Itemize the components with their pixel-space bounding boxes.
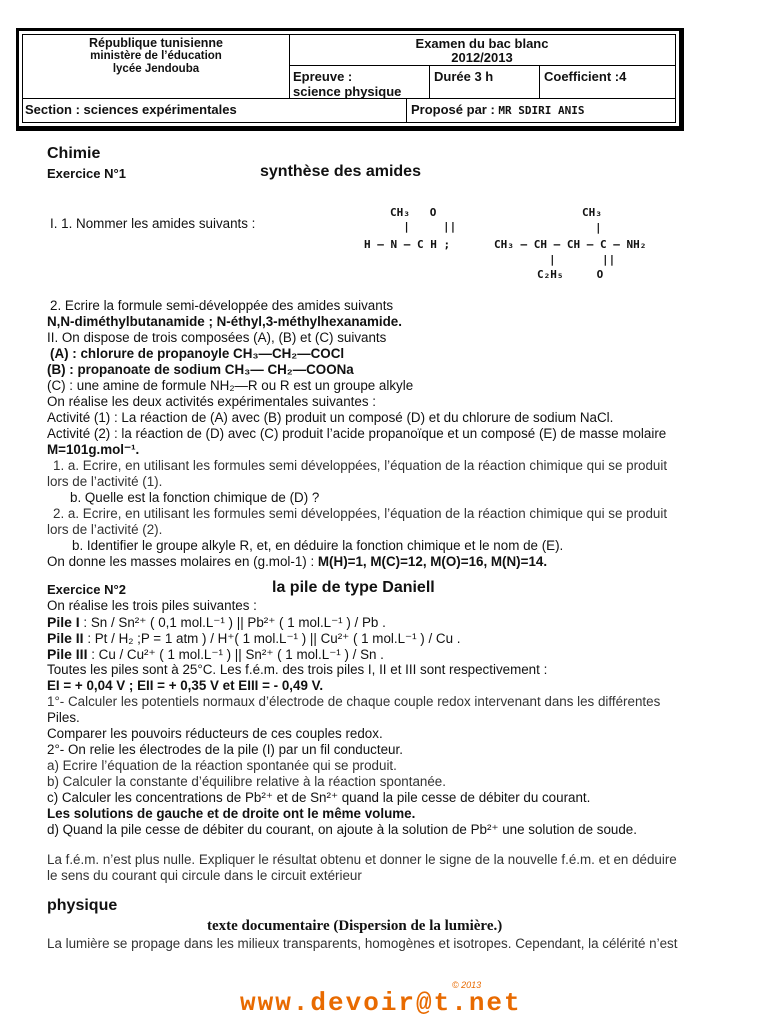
fem-explain-2: le sens du courant qui circule dans le circuit extérieur xyxy=(47,868,362,883)
coefficient: Coefficient :4 xyxy=(544,69,627,84)
proposed-by-label: Proposé par : xyxy=(411,102,495,117)
ministry-name: ministère de l’éducation xyxy=(90,50,222,62)
piles-intro: On réalise les trois piles suivantes : xyxy=(47,598,257,613)
question-1a: 1. a. Ecrire, en utilisant les formules semi développées, l’équation de la réaction chimique qui se produit xyxy=(53,458,668,473)
question-2a-cont: lors de l’activité (2). xyxy=(47,522,163,537)
amide-structure-1 xyxy=(390,206,456,234)
question-1-line2: Piles. xyxy=(47,710,80,725)
amide1-bonds: | || xyxy=(390,220,457,233)
exercise-2-label: Exercice N°2 xyxy=(47,582,126,597)
country-name: République tunisienne xyxy=(88,36,224,50)
doc-text: La lumière se propage dans les milieux transparents, homogènes et isotropes. Cependant, la célérité n’est xyxy=(47,936,678,951)
exercise-2-title: la pile de type Daniell xyxy=(272,579,435,596)
question-1-line1: 1°- Calculer les potentiels normaux d’électrode de chaque couple redox intervenant dans les différentes xyxy=(47,694,661,709)
pile-III-label: Pile III xyxy=(47,646,88,662)
fem-explain-1: La f.é.m. n’est plus nulle. Expliquer le résultat obtenu et donner le signe de la nouvelle f.é.m. et en déduire xyxy=(47,852,677,867)
activity-1: Activité (1) : La réaction de (A) avec (B) produit un composé (D) et du chlorure de sodium NaCl. xyxy=(47,410,614,425)
pile-I-label: Pile I xyxy=(47,614,80,630)
question-2a-pile: a) Ecrire l’équation de la réaction spontanée qui se produit. xyxy=(47,758,397,773)
compound-C: (C) : une amine de formule NH₂—R ou R est un groupe alkyle xyxy=(47,378,414,393)
header-institution xyxy=(23,37,289,76)
amide2-bond-bottom: | || xyxy=(549,253,616,266)
amide-structure-2: CH₃ – CH – CH – C – NH₂ xyxy=(494,238,647,251)
doc-title: texte documentaire (Dispersion de la lumière.) xyxy=(207,918,503,934)
chimie-heading: Chimie xyxy=(47,145,101,162)
activities-intro: On réalise les deux activités expérimentales suivantes : xyxy=(47,394,376,409)
fem-intro: Toutes les piles sont à 25°C. Les f.é.m. des trois piles I, II et III sont respectivement : xyxy=(47,662,548,677)
question-1-line3: Comparer les pouvoirs réducteurs de ces couples redox. xyxy=(47,726,383,741)
question-2a: 2. a. Ecrire, en utilisant les formules semi développées, l’équation de la réaction chimique qui se produit xyxy=(53,506,668,521)
pile-II-formula: : Pt / H₂ ;P = 1 atm ) / H⁺( 1 mol.L⁻¹ ) || Cu²⁺ ( 1 mol.L⁻¹ ) / Cu . xyxy=(87,631,461,646)
question-1a-cont: lors de l’activité (1). xyxy=(47,474,163,489)
exam-title-block xyxy=(289,37,675,65)
pile-II-label: Pile II xyxy=(47,630,84,646)
watermark-logo: www.devoir@t.net xyxy=(240,988,522,1018)
molar-masses xyxy=(47,554,547,570)
question-2b-pile: b) Calculer la constante d’équilibre relative à la réaction spontanée. xyxy=(47,774,446,789)
pile-I-formula: : Sn / Sn²⁺ ( 0,1 mol.L⁻¹ ) || Pb²⁺ ( 1 mol.L⁻¹ ) / Pb . xyxy=(83,615,386,630)
header-inner xyxy=(22,34,676,123)
question-2d-pile: d) Quand la pile cesse de débiter du courant, on ajoute à la solution de Pb²⁺ une solution de soude. xyxy=(47,822,637,837)
pile-I xyxy=(47,614,386,631)
question-1b: b. Quelle est la fonction chimique de (D) ? xyxy=(70,490,320,505)
epreuve-value: science physique xyxy=(293,84,402,99)
exercise-1-label: Exercice N°1 xyxy=(47,166,126,181)
pile-II xyxy=(47,630,460,647)
duration: Durée 3 h xyxy=(434,69,494,84)
watermark-year: © 2013 xyxy=(452,980,482,990)
header-box xyxy=(16,28,684,131)
question-I2: 2. Ecrire la formule semi-développée des amides suivants xyxy=(50,298,394,313)
epreuve-label: Epreuve : xyxy=(293,69,353,84)
activity-2: Activité (2) : la réaction de (D) avec (C) produit l’acide propanoïque et un composé (E) de masse molaire xyxy=(47,426,667,441)
molar-masses-intro: On donne les masses molaires en (g.mol-1) : xyxy=(47,554,318,569)
pile-III xyxy=(47,646,384,663)
part-II-intro: II. On dispose de trois composées (A), (B) et (C) suivants xyxy=(47,330,387,345)
section-label: Section : sciences expérimentales xyxy=(25,102,237,117)
exam-title: Examen du bac blanc xyxy=(415,36,549,51)
amide-names: N,N-diméthylbutanamide ; N-éthyl,3-méthylhexanamide. xyxy=(47,314,402,329)
exam-year: 2012/2013 xyxy=(451,50,513,65)
amide2-bond-top: | xyxy=(595,221,602,234)
volume-note: Les solutions de gauche et de droite ont le même volume. xyxy=(47,806,416,821)
epreuve-block xyxy=(293,69,401,99)
school-name: lycée Jendouba xyxy=(112,63,200,75)
amide1-main: H – N – C H ; xyxy=(364,238,451,251)
proposed-by xyxy=(411,102,585,117)
compound-B: (B) : propanoate de sodium CH₃— CH₂—COONa xyxy=(47,362,354,377)
question-2-intro: 2°- On relie les électrodes de la pile (I) par un fil conducteur. xyxy=(47,742,403,757)
amide2-bottom: C₂H₅ O xyxy=(537,268,604,281)
amide1-top: CH₃ O xyxy=(390,206,437,219)
question-2c-pile: c) Calculer les concentrations de Pb²⁺ et de Sn²⁺ quand la pile cesse de débiter du courant. xyxy=(47,790,591,805)
amide2-top: CH₃ xyxy=(582,206,602,219)
physique-heading: physique xyxy=(47,897,118,914)
molar-mass-E: M=101g.mol⁻¹. xyxy=(47,442,140,457)
molar-masses-values: M(H)=1, M(C)=12, M(O)=16, M(N)=14. xyxy=(317,554,548,569)
compound-A: (A) : chlorure de propanoyle CH₃—CH₂—COCl xyxy=(50,346,345,361)
author-name: MR SDIRI ANIS xyxy=(498,104,585,117)
question-I1: I. 1. Nommer les amides suivants : xyxy=(50,216,256,231)
exercise-1-title: synthèse des amides xyxy=(260,163,421,180)
question-2b: b. Identifier le groupe alkyle R, et, en déduire la fonction chimique et le nom de (E). xyxy=(72,538,564,553)
fem-values: EI = + 0,04 V ; EII = + 0,35 V et EIII = - 0,49 V. xyxy=(47,678,324,693)
pile-III-formula: : Cu / Cu²⁺ ( 1 mol.L⁻¹ ) || Sn²⁺ ( 1 mol.L⁻¹ ) / Sn . xyxy=(91,647,384,662)
